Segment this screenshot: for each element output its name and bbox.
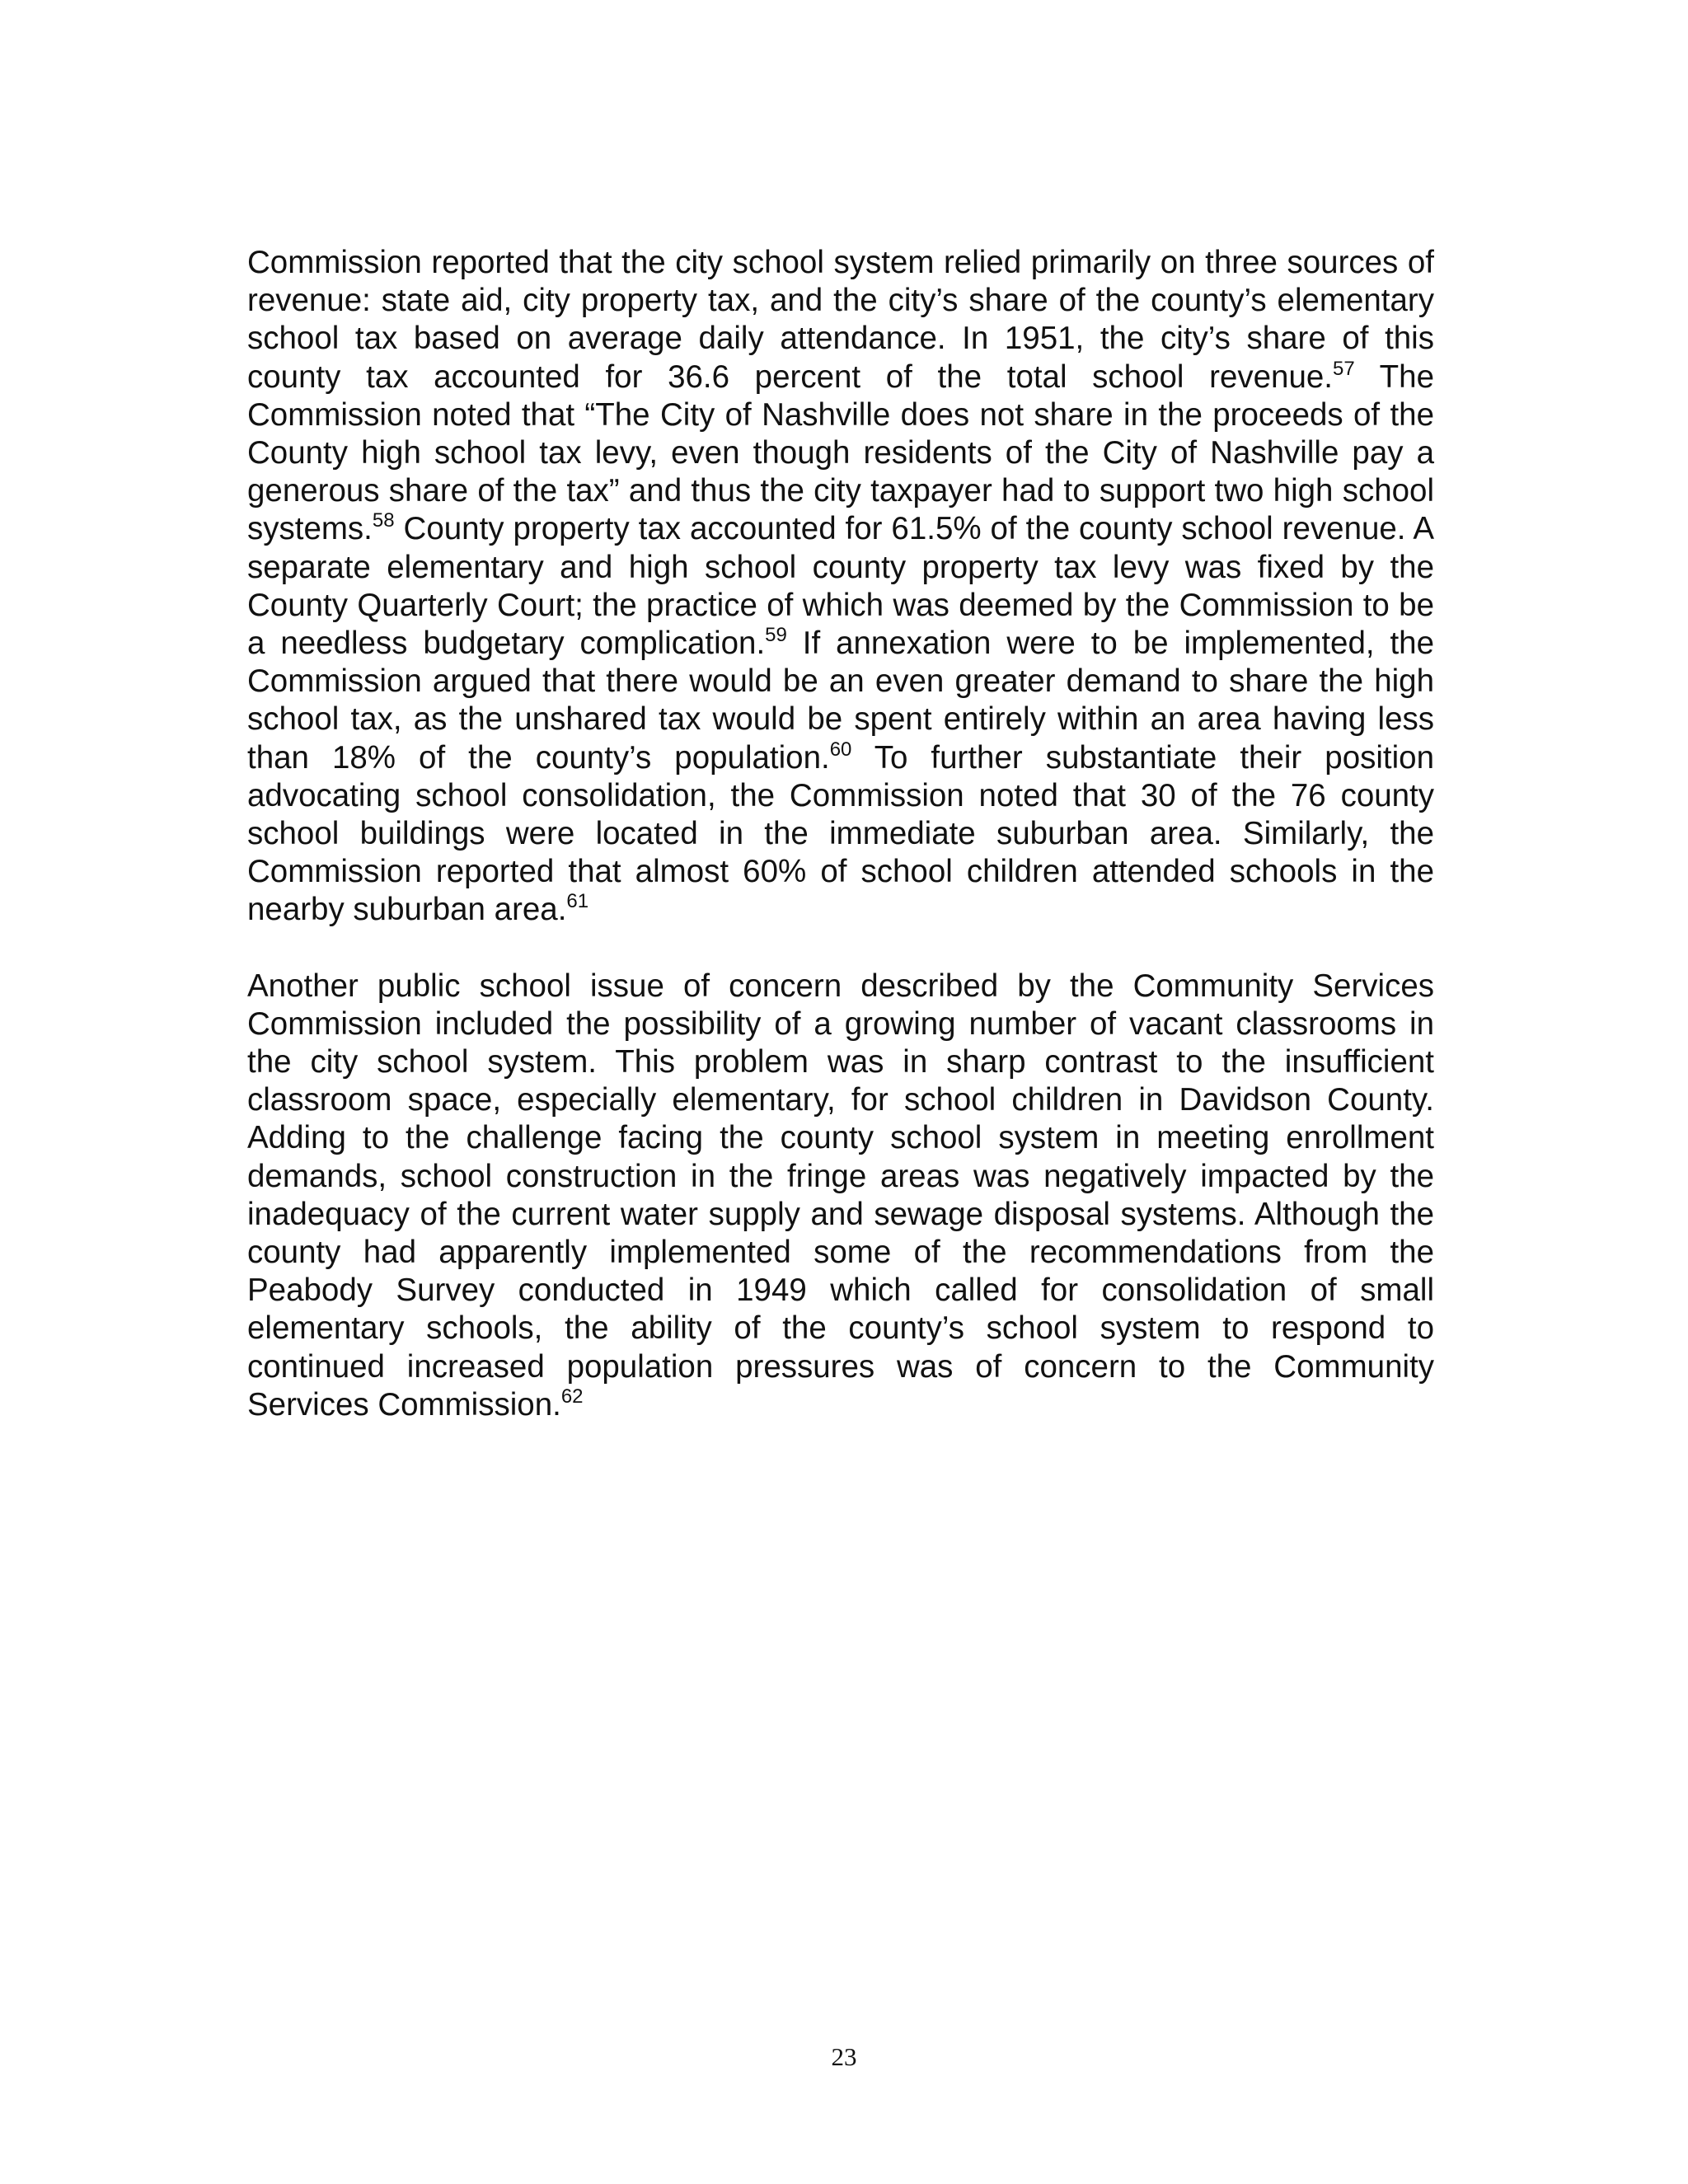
footnote-ref-58: 58 xyxy=(372,509,395,532)
paragraph-1-sentence-5: To further substantiate their position advocating school consolidation, the Commission noted that 30 of the 76 county school buildings were located in the immediate suburban area. Similarly, the Commission reported that almost 60% of school children attended schools in the nearby suburban area. xyxy=(247,739,1434,928)
footnote-ref-57: 57 xyxy=(1332,357,1355,380)
footnote-ref-62: 62 xyxy=(560,1385,584,1408)
paragraph-1-sentence-1: Commission reported that the city school system relied primarily on three sources of revenue: state aid, city property tax, and the city’s share of the county’s elementary school tax based on average daily attendance. In 1951, the city’s share of this county tax accounted for 36.6 percent of the total school revenue. xyxy=(247,245,1434,395)
footnote-ref-60: 60 xyxy=(829,738,852,761)
paragraph-1-sentence-4: If annexation were to be implemented, the Commission argued that there would be an even greater demand to share the high school tax, as the unshared tax would be spent entirely within an area having less than 18% of the county’s population. xyxy=(247,626,1434,776)
paragraph-1-sentence-3: County property tax accounted for 61.5% of the county school revenue. A separate elementary and high school county property tax levy was fixed by the County Quarterly Court; the practice of which was deemed by the Commission to be a needless budgetary complication. xyxy=(247,511,1434,662)
paragraph-2 xyxy=(247,968,1434,1424)
paragraph-2-text: Another public school issue of concern described by the Community Services Commission included the possibility of a growing number of vacant classrooms in the city school system. This problem was in sharp contrast to the insufficient classroom space, especially elementary, for school children in Davidson County. Adding to the challenge facing the county school system in meeting enrollment demands, school construction in the fringe areas was negatively impacted by the inadequacy of the current water supply and sewage disposal systems. Although the county had apparently implemented some of the recommendations from the Peabody Survey conducted in 1949 which called for consolidation of small elementary schools, the ability of the county’s school system to respond to continued increased population pressures was of concern to the Community Services Commission. xyxy=(247,968,1434,1422)
footnote-ref-59: 59 xyxy=(765,624,787,647)
footnote-ref-61: 61 xyxy=(566,890,589,913)
page-number: 23 xyxy=(831,2042,857,2071)
body-text xyxy=(247,244,1434,1424)
paragraph-1-sentence-2: The Commission noted that “The City of Nashville does not share in the proceeds of the County high school tax levy, even though residents of the City of Nashville pay a generous share of the tax” and thus the city taxpayer had to support two high school systems. xyxy=(247,359,1435,547)
paragraph-1 xyxy=(247,244,1434,930)
